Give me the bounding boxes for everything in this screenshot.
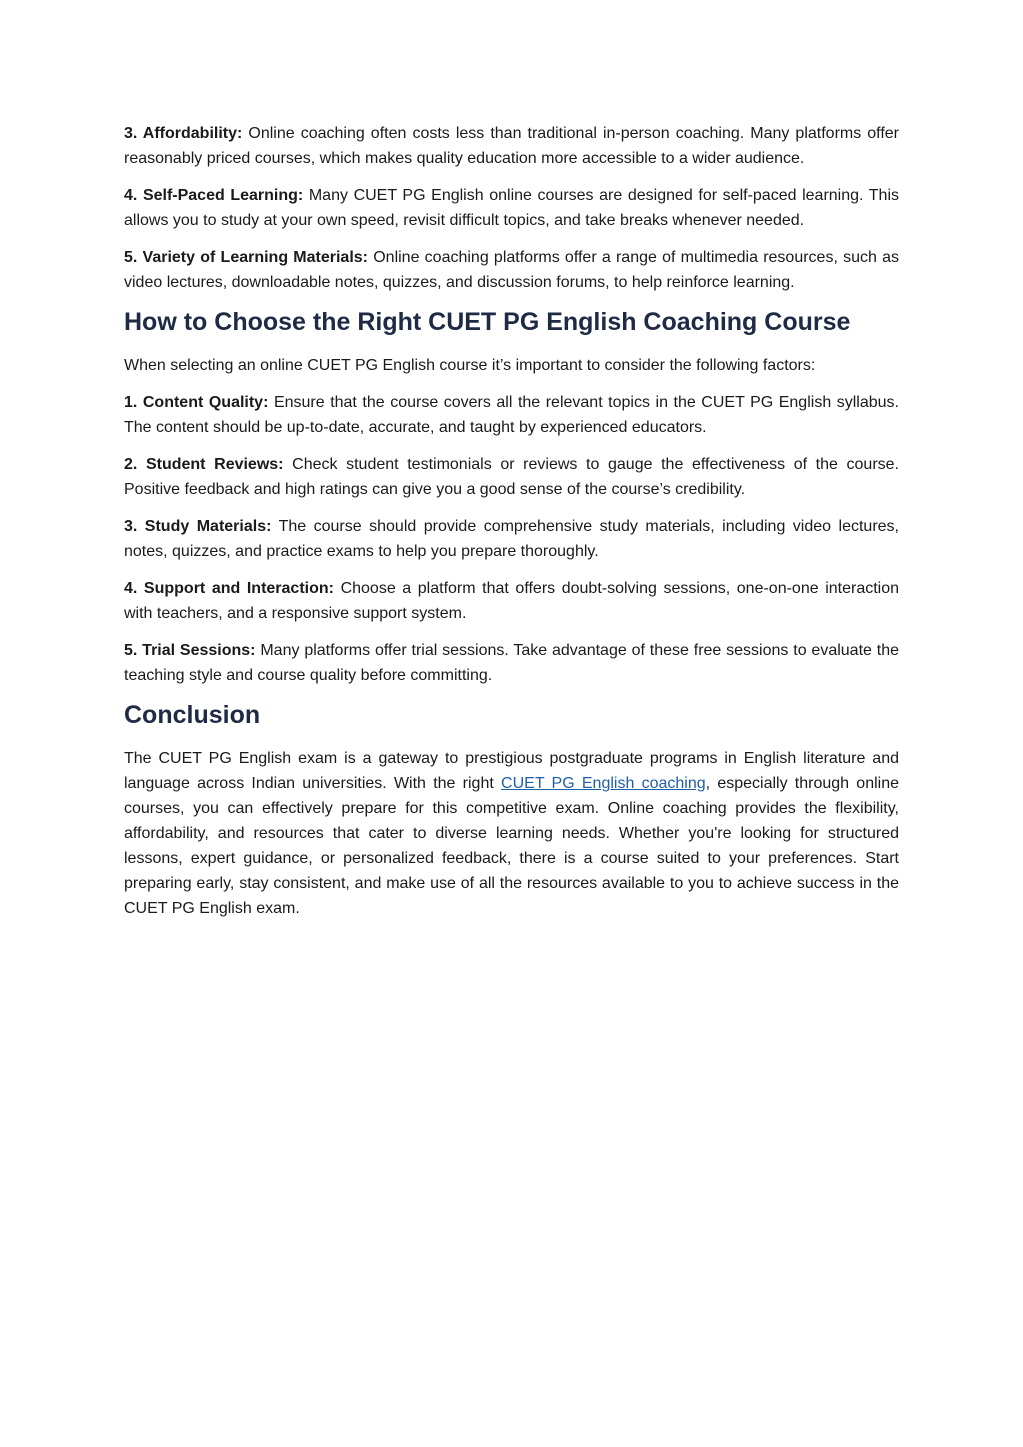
- conclusion-paragraph: [124, 746, 899, 921]
- factor-text: Check student testimonials or reviews to gauge the effectiveness of the course. Positive feedback and high ratings can give you a good sense of the course’s credibility.: [124, 456, 900, 498]
- factor-text: Many platforms offer trial sessions. Take advantage of these free sessions to evaluate the teaching style and course quality before committing.: [124, 642, 899, 684]
- conclusion-text-after-link: , especially through online courses, you can effectively prepare for this competitive exam. Online coaching provides the flexibility, affordability, and resources that cater to diverse learning needs. Whether you're looking for structured lessons, expert guidance, or personalized feedback, there is a course suited to your preferences. Start preparing early, stay consistent, and make use of all the resources available to you to achieve success in the CUET PG English exam.: [124, 775, 900, 917]
- benefit-label: 4. Self-Paced Learning:: [124, 187, 304, 204]
- factor-support-interaction: [124, 576, 899, 626]
- factor-study-materials: [124, 514, 899, 564]
- benefit-text: Many CUET PG English online courses are designed for self-paced learning. This allows you to study at your own speed, revisit difficult topics, and take breaks whenever needed.: [124, 187, 900, 229]
- factor-label: 1. Content Quality:: [124, 394, 269, 411]
- factor-label: 2. Student Reviews:: [124, 456, 284, 473]
- cuet-pg-english-coaching-link[interactable]: CUET PG English coaching: [501, 775, 706, 792]
- benefit-affordability: [124, 121, 899, 171]
- factor-trial-sessions: [124, 638, 899, 688]
- factor-label: 3. Study Materials:: [124, 518, 272, 535]
- benefit-variety-of-materials: [124, 245, 899, 295]
- factor-text: Ensure that the course covers all the relevant topics in the CUET PG English syllabus. The content should be up-to-date, accurate, and taught by experienced educators.: [124, 394, 899, 436]
- benefit-label: 3. Affordability:: [124, 125, 243, 142]
- benefit-label: 5. Variety of Learning Materials:: [124, 249, 369, 266]
- factor-label: 5. Trial Sessions:: [124, 642, 256, 659]
- section-intro: When selecting an online CUET PG English course it’s important to consider the following factors:: [124, 357, 816, 374]
- section-heading-conclusion: Conclusion: [124, 701, 261, 729]
- factor-student-reviews: [124, 452, 899, 502]
- benefit-text: Online coaching platforms offer a range of multimedia resources, such as video lectures, downloadable notes, quizzes, and discussion forums, to help reinforce learning.: [124, 249, 900, 291]
- factor-text: Choose a platform that offers doubt-solving sessions, one-on-one interaction with teachers, and a responsive support system.: [124, 580, 900, 622]
- document-page: [124, 121, 899, 933]
- factor-label: 4. Support and Interaction:: [124, 580, 334, 597]
- benefit-text: Online coaching often costs less than traditional in-person coaching. Many platforms offer reasonably priced courses, which makes quality education more accessible to a wider audience.: [124, 125, 899, 167]
- benefit-self-paced-learning: [124, 183, 899, 233]
- factor-text: The course should provide comprehensive study materials, including video lectures, notes, quizzes, and practice exams to help you prepare thoroughly.: [124, 518, 899, 560]
- conclusion-text-before-link: The CUET PG English exam is a gateway to prestigious postgraduate programs in English literature and language across Indian universities. With the right: [124, 750, 899, 792]
- section-heading-choose-course: How to Choose the Right CUET PG English Coaching Course: [124, 308, 851, 336]
- factor-content-quality: [124, 390, 899, 440]
